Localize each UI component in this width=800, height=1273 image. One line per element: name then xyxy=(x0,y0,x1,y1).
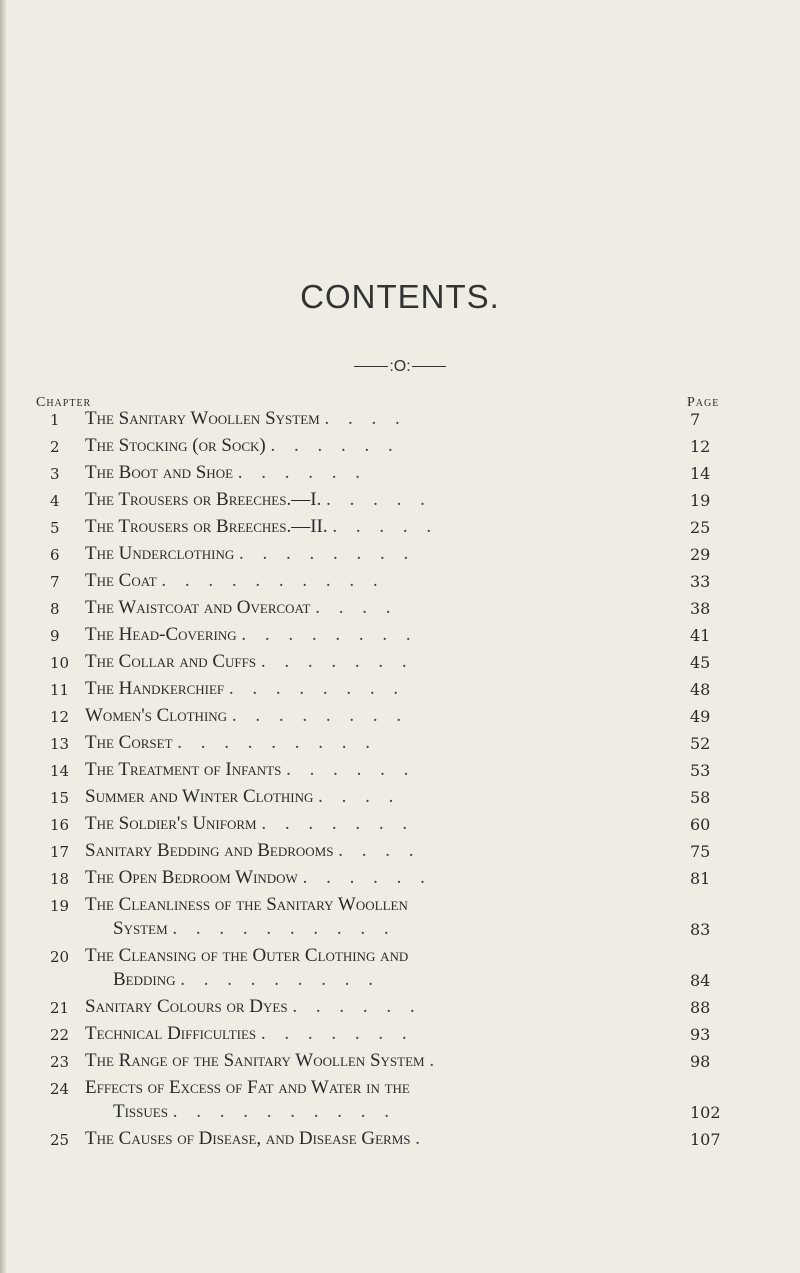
chapter-title xyxy=(85,435,645,457)
page-number: 52 xyxy=(690,734,711,753)
toc-entry xyxy=(0,813,800,839)
chapter-title-text: The Cleanliness of the Sanitary Woollen xyxy=(85,894,408,915)
toc-entry xyxy=(0,435,800,461)
page-number: 12 xyxy=(690,437,711,456)
chapter-title xyxy=(113,969,673,991)
chapter-title-text: Sanitary Colours or Dyes xyxy=(85,996,288,1017)
chapter-title xyxy=(85,1023,645,1045)
toc-entry xyxy=(0,759,800,785)
page-number: 48 xyxy=(690,680,711,699)
ornamental-divider xyxy=(0,358,800,376)
dot-leader: . . . . . . . . . . xyxy=(172,918,396,939)
chapter-number: 16 xyxy=(50,816,70,834)
chapter-title-text: The Range of the Sanitary Woollen System xyxy=(85,1050,425,1071)
page-number: 84 xyxy=(690,971,711,990)
page-number: 53 xyxy=(690,761,711,780)
chapter-number: 24 xyxy=(50,1080,70,1098)
chapter-title-text: System xyxy=(113,918,168,939)
dot-leader: . . . . . . . xyxy=(260,1023,414,1044)
dot-leader: . . . . . . . . . . xyxy=(161,570,385,591)
page-number: 19 xyxy=(690,491,711,510)
page-number: 75 xyxy=(690,842,711,861)
chapter-title xyxy=(85,705,645,727)
chapter-number: 21 xyxy=(50,999,70,1017)
toc-entry xyxy=(0,918,800,944)
toc-entry xyxy=(0,867,800,893)
chapter-number: 20 xyxy=(50,948,70,966)
toc-entry xyxy=(0,462,800,488)
page-number: 58 xyxy=(690,788,711,807)
chapter-title-text: The Coat xyxy=(85,570,157,591)
dot-leader: . . . . . . xyxy=(286,759,416,780)
chapter-title-text: Tissues xyxy=(113,1101,168,1122)
toc-entry xyxy=(0,840,800,866)
chapter-number: 6 xyxy=(50,546,60,564)
toc-entry xyxy=(0,678,800,704)
chapter-title xyxy=(85,651,645,673)
chapter-title xyxy=(85,543,645,565)
chapter-title-text: Sanitary Bedding and Bedrooms xyxy=(85,840,334,861)
toc-entry xyxy=(0,408,800,434)
page-number: 38 xyxy=(690,599,711,618)
chapter-title-text: The Underclothing xyxy=(85,543,235,564)
chapter-title xyxy=(85,786,645,808)
chapter-title-text: The Handkerchief xyxy=(85,678,225,699)
chapter-title-text: The Sanitary Woollen System xyxy=(85,408,320,429)
chapter-title-text: The Trousers or Breeches.—II. xyxy=(85,516,328,537)
chapter-title xyxy=(85,489,645,511)
toc-entry xyxy=(0,543,800,569)
chapter-title-text: The Open Bedroom Window xyxy=(85,867,298,888)
dot-leader: . . . . . xyxy=(326,489,432,510)
dot-leader: . . . . . . . . xyxy=(241,624,418,645)
page-number: 14 xyxy=(690,464,711,483)
dot-leader: . . . . . . . . . xyxy=(177,732,378,753)
chapter-title-text: The Head-Covering xyxy=(85,624,237,645)
toc-entry xyxy=(0,570,800,596)
toc-entry xyxy=(0,651,800,677)
chapter-title xyxy=(85,1077,645,1099)
chapter-title-text: The Corset xyxy=(85,732,173,753)
toc-entry xyxy=(0,786,800,812)
page-number: 25 xyxy=(690,518,711,537)
toc-entry xyxy=(0,732,800,758)
chapter-number: 13 xyxy=(50,735,70,753)
chapter-number: 15 xyxy=(50,789,70,807)
chapter-number: 3 xyxy=(50,465,60,483)
chapter-title-text: The Trousers or Breeches.—I. xyxy=(85,489,322,510)
chapter-title-text: The Stocking (or Sock) xyxy=(85,435,266,456)
chapter-title xyxy=(113,918,673,940)
chapter-title-text: Technical Difficulties xyxy=(85,1023,257,1044)
toc-entry xyxy=(0,1077,800,1103)
chapter-number: 1 xyxy=(50,411,60,429)
page-number: 93 xyxy=(690,1025,711,1044)
dot-leader: . . . . . . . . . . xyxy=(172,1101,396,1122)
chapter-title-text: Summer and Winter Clothing xyxy=(85,786,314,807)
page-number: 60 xyxy=(690,815,711,834)
toc-entry xyxy=(0,894,800,920)
chapter-number: 25 xyxy=(50,1131,70,1149)
chapter-number: 2 xyxy=(50,438,60,456)
chapter-title xyxy=(85,462,645,484)
divider-rule-right xyxy=(412,366,446,367)
chapter-title xyxy=(85,840,645,862)
dot-leader: . xyxy=(429,1050,442,1071)
chapter-title xyxy=(85,678,645,700)
chapter-title xyxy=(85,945,645,967)
dot-leader: . . . . . . . . xyxy=(238,543,416,564)
chapter-title xyxy=(85,624,645,646)
dot-leader: . . . . . . . xyxy=(260,651,414,672)
toc-entry xyxy=(0,1023,800,1049)
dot-leader: . . . . xyxy=(324,408,407,429)
page-column-header: Page xyxy=(687,395,720,410)
toc-entry xyxy=(0,1128,800,1154)
chapter-title xyxy=(85,570,645,592)
page-number: 49 xyxy=(690,707,711,726)
toc-entry xyxy=(0,945,800,971)
page-number: 81 xyxy=(690,869,711,888)
dot-leader: . . . . xyxy=(315,597,398,618)
chapter-number: 9 xyxy=(50,627,60,645)
page-number: 88 xyxy=(690,998,711,1017)
chapter-number: 7 xyxy=(50,573,60,591)
toc-entry xyxy=(0,1101,800,1127)
divider-rule-left xyxy=(354,366,388,367)
dot-leader: . . . . . . . xyxy=(261,813,415,834)
chapter-title-text: Bedding xyxy=(113,969,176,990)
chapter-title xyxy=(85,1050,645,1072)
chapter-title-text: The Boot and Shoe xyxy=(85,462,234,483)
chapter-title-text: The Soldier's Uniform xyxy=(85,813,257,834)
chapter-number: 12 xyxy=(50,708,70,726)
chapter-title-text: Women's Clothing xyxy=(85,705,228,726)
dot-leader: . . . . . . xyxy=(302,867,432,888)
dot-leader: . . . . . . . . xyxy=(231,705,409,726)
chapter-number: 19 xyxy=(50,897,70,915)
chapter-title xyxy=(85,408,645,430)
chapter-title xyxy=(85,894,645,916)
chapter-number: 23 xyxy=(50,1053,70,1071)
page-number: 83 xyxy=(690,920,711,939)
chapter-number: 18 xyxy=(50,870,70,888)
chapter-number: 22 xyxy=(50,1026,70,1044)
chapter-number: 11 xyxy=(50,681,70,699)
chapter-title xyxy=(113,1101,673,1123)
chapter-title xyxy=(85,1128,645,1150)
chapter-title xyxy=(85,597,645,619)
dot-leader: . . . . . . . . . xyxy=(180,969,380,990)
dot-leader: . . . . xyxy=(318,786,401,807)
divider-glyph: :O: xyxy=(389,358,411,375)
dot-leader: . . . . . . xyxy=(237,462,368,483)
chapter-title-text: The Cleansing of the Outer Clothing and xyxy=(85,945,409,966)
chapter-number: 10 xyxy=(50,654,70,672)
chapter-number: 17 xyxy=(50,843,70,861)
chapter-title xyxy=(85,996,645,1018)
toc-entry xyxy=(0,969,800,995)
toc-entry xyxy=(0,1050,800,1076)
chapter-number: 8 xyxy=(50,600,60,618)
chapter-title xyxy=(85,759,645,781)
dot-leader: . . . . . . xyxy=(270,435,400,456)
toc-entry xyxy=(0,516,800,542)
chapter-title xyxy=(85,867,645,889)
chapter-number: 14 xyxy=(50,762,70,780)
chapter-title xyxy=(85,813,645,835)
chapter-title-text: The Treatment of Infants xyxy=(85,759,282,780)
dot-leader: . . . . xyxy=(338,840,421,861)
toc-entry xyxy=(0,489,800,515)
page-number: 41 xyxy=(690,626,711,645)
page-number: 29 xyxy=(690,545,711,564)
chapter-number: 5 xyxy=(50,519,60,537)
chapter-title-text: The Collar and Cuffs xyxy=(85,651,257,672)
page-title: CONTENTS. xyxy=(300,278,500,315)
page-number: 98 xyxy=(690,1052,711,1071)
toc-entry xyxy=(0,597,800,623)
chapter-title-text: The Waistcoat and Overcoat xyxy=(85,597,311,618)
page-number: 107 xyxy=(690,1130,721,1149)
page-number: 102 xyxy=(690,1103,721,1122)
dot-leader: . xyxy=(415,1128,428,1149)
chapter-number: 4 xyxy=(50,492,60,510)
page-number: 7 xyxy=(690,410,701,429)
dot-leader: . . . . . . . . xyxy=(228,678,406,699)
chapter-title-text: The Causes of Disease, and Disease Germs xyxy=(85,1128,411,1149)
page-number: 33 xyxy=(690,572,711,591)
dot-leader: . . . . . . xyxy=(292,996,422,1017)
chapter-title-text: Effects of Excess of Fat and Water in the xyxy=(85,1077,410,1098)
page-number: 45 xyxy=(690,653,711,672)
chapter-title xyxy=(85,732,645,754)
dot-leader: . . . . . xyxy=(332,516,439,537)
chapter-title xyxy=(85,516,645,538)
toc-entry xyxy=(0,624,800,650)
toc-entry xyxy=(0,705,800,731)
toc-entry xyxy=(0,996,800,1022)
chapter-column-header: Chapter xyxy=(36,395,92,410)
